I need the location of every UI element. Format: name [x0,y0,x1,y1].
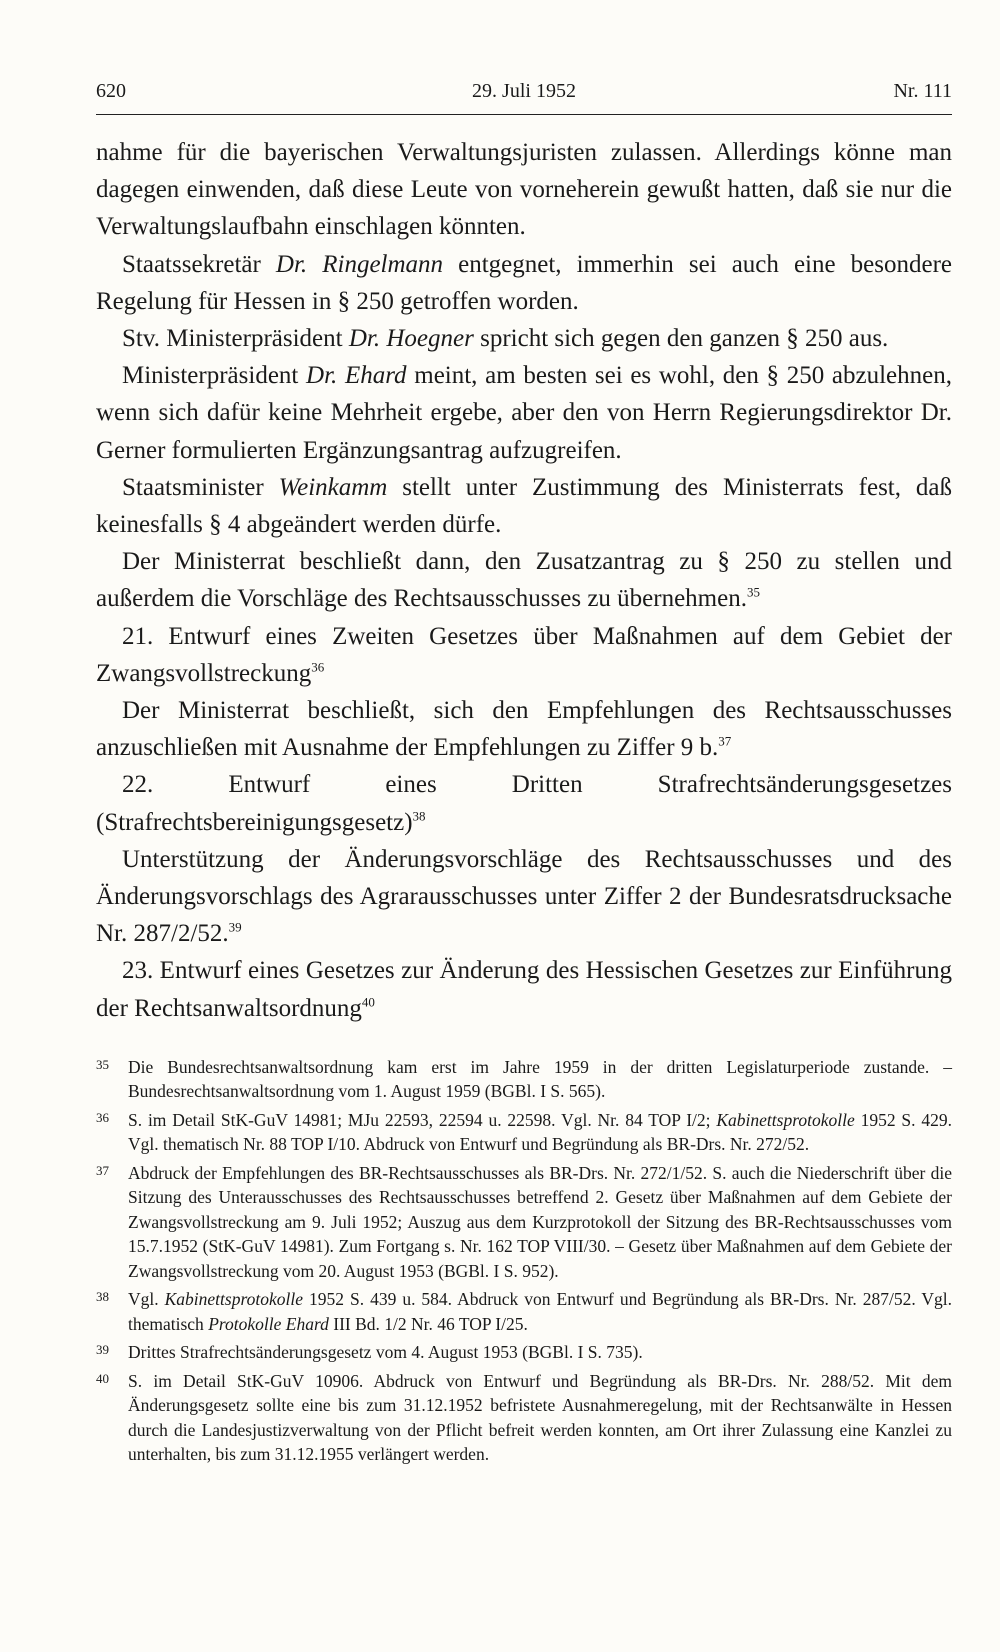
italic-text: Protokolle Ehard [208,1313,329,1334]
footnote-number: 39 [96,1342,109,1358]
footnote [96,1161,952,1284]
paragraph [96,134,952,246]
paragraph [96,618,952,692]
page-number: 620 [96,80,126,102]
footnote [96,1108,952,1157]
paragraph [96,320,952,357]
italic-text: Dr. Ringelmann [275,250,444,278]
header-rule [96,114,952,115]
footnote-reference: 36 [311,659,325,675]
issue-number: Nr. 111 [893,80,952,102]
text-run: 22. Entwurf eines Dritten Strafrechtsänderungsgesetzes (Strafrechtsbereinigungsgesetz) [96,771,952,836]
text-run: nahme für die bayerischen Verwaltungsjuristen zulassen. Allerdings könne man dagegen einwenden, daß diese Leute von vorneherein gewußt hatten, daß sie nur die Verwaltungslaufbahn einschlagen könnten. [96,139,952,241]
text-run: meint, am besten sei es wohl, den § 250 abzulehnen, wenn sich dafür keine Mehrheit ergebe, aber den von Herrn Regierungsdirektor Dr. Gerner formulierten Ergänzungsantrag aufzugreifen. [96,362,952,464]
footnote-reference: 38 [412,808,426,824]
text-run: entgegnet, immerhin sei auch eine besondere Regelung für Hessen in § 250 getroffen worden. [96,250,952,315]
text-run: Stv. Ministerpräsident [122,325,349,353]
footnote-reference: 40 [361,994,375,1010]
footnote [96,1287,952,1336]
text-run: Der Ministerrat beschließt, sich den Empfehlungen des Rechtsausschusses anzuschließen mit Ausnahme der Empfehlungen zu Ziffer 9 b. [96,697,952,762]
text-run: Unterstützung der Änderungsvorschläge des Rechtsausschusses und des Änderungsvorschlags des Agrarausschusses unter Ziffer 2 der Bundesratsdrucksache Nr. 287/2/52. [96,845,952,948]
text-run: III Bd. 1/2 Nr. 46 TOP I/25. [328,1313,528,1334]
footnotes [96,1055,952,1467]
paragraph [96,543,952,617]
text-run: 23. Entwurf eines Gesetzes zur Änderung des Hessischen Gesetzes zur Einführung der Rechtsanwaltsordnung [96,957,952,1022]
paragraph [96,357,952,469]
paragraph [96,246,952,320]
footnote [96,1055,952,1104]
text-run: 1952 S. 439 u. 584. Abdruck von Entwurf und Begründung als BR-Drs. Nr. 287/52. Vgl. thematisch [128,1289,953,1334]
footnote [96,1340,952,1365]
paragraph [96,952,952,1026]
footnote-reference: 37 [718,733,732,749]
text-run: 1952 S. 429. Vgl. thematisch Nr. 88 TOP I/10. Abdruck von Entwurf und Begründung als BR-Drs. Nr. 272/52. [128,1109,953,1155]
text-run: Staatsminister [122,473,279,501]
footnote [96,1369,952,1467]
main-text [96,134,952,1027]
text-run: Vgl. [128,1289,165,1310]
text-run: Staatssekretär [122,250,276,278]
text-run: Die Bundesrechtsanwaltsordnung kam erst im Jahre 1959 in der dritten Legislaturperiode zustande. – Bundesrechtsanwaltsordnung vom 1. August 1959 (BGBl. I S. 565). [128,1056,952,1102]
text-run: S. im Detail StK-GuV 10906. Abdruck von Entwurf und Begründung als BR-Drs. Nr. 288/52. Mit dem Änderungsgesetz sollte eine bis zum 31.12.1952 befristete Ausnahmeregelung, mit der Rechtsanwälte in Hessen durch die Landesjustizverwaltung von der Pflicht befreit werden konnten, am Ort ihrer Zulassung eine Kanzlei zu unterhalten, bis zum 31.12.1955 verlängert werden. [128,1370,952,1465]
footnote-number: 37 [96,1162,109,1178]
footnote-reference: 35 [746,585,760,601]
italic-text: Kabinettsprotokolle [164,1289,303,1310]
text-run: Drittes Strafrechtsänderungsgesetz vom 4. August 1953 (BGBl. I S. 735). [128,1342,643,1363]
text-run: Abdruck der Empfehlungen des BR-Rechtsausschusses als BR-Drs. Nr. 272/1/52. S. auch die Niederschrift über die Sitzung des Unterausschusses des Rechtsausschusses betreffend 2. Gesetz über Maßnahmen auf dem Gebiete der Zwangsvollstreckung am 9. Juli 1952; Auszug aus dem Kurzprotokoll der Sitzung des BR-Rechtsausschusses vom 15.7.1952 (StK-GuV 14981). Zum Fortgang s. Nr. 162 TOP VIII/30. – Gesetz über Maßnahmen auf dem Gebiete der Zwangsvollstreckung vom 20. August 1953 (BGBl. I S. 952). [128,1162,952,1281]
paragraph [96,766,952,840]
text-run: S. im Detail StK-GuV 14981; MJu 22593, 22594 u. 22598. Vgl. Nr. 84 TOP I/2; [128,1109,717,1130]
running-header [96,76,952,116]
text-run: Der Ministerrat beschließt dann, den Zusatzantrag zu § 250 zu stellen und außerdem die Vorschläge des Rechtsausschusses zu übernehmen. [96,548,952,613]
italic-text: Dr. Hoegner [348,325,474,353]
paragraph [96,469,952,543]
header-date: 29. Juli 1952 [472,80,576,102]
text-run: spricht sich gegen den ganzen § 250 aus. [473,325,889,353]
italic-text: Dr. Ehard [306,362,407,390]
text-run: stellt unter Zustimmung des Ministerrats fest, daß keinesfalls § 4 abgeändert werden dürfe. [96,473,952,539]
footnote-reference: 39 [228,919,242,935]
document-page [96,76,952,1471]
footnote-number: 35 [96,1056,109,1072]
footnote-number: 38 [96,1289,109,1305]
italic-text: Kabinettsprotokolle [716,1109,855,1130]
paragraph [96,692,952,766]
italic-text: Weinkamm [278,473,388,501]
paragraph [96,841,952,953]
text-run: Ministerpräsident [122,362,307,390]
footnote-number: 40 [96,1370,109,1386]
footnote-number: 36 [96,1109,109,1125]
text-run: 21. Entwurf eines Zweiten Gesetzes über Maßnahmen auf dem Gebiet der Zwangsvollstreckung [96,622,952,687]
